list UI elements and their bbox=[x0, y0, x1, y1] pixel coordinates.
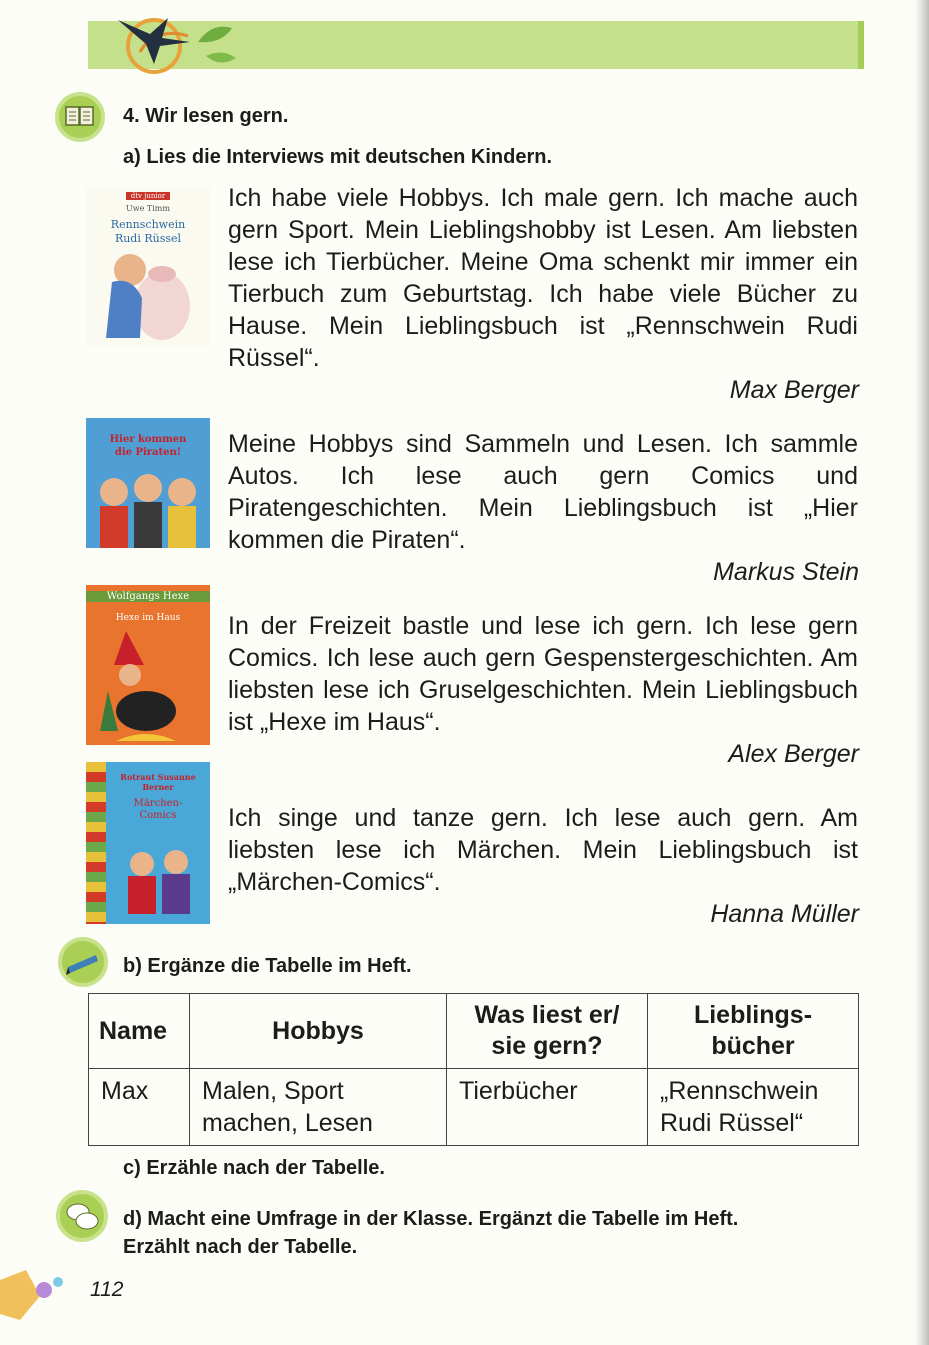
pen-icon bbox=[58, 937, 108, 987]
cell-hobbys-line2: machen, Lesen bbox=[202, 1109, 373, 1137]
book-cover-rennschwein bbox=[86, 186, 210, 346]
cover-title-line1: Märchen- bbox=[133, 798, 183, 809]
interview-markus: Meine Hobbys sind Sammeln und Lesen. Ich sammle Autos. Ich lese auch gern Comics und Piratengeschichten. Mein Lieblingsbuch ist „Hier kommen die Piraten“. bbox=[228, 430, 858, 554]
fairytale-illustration bbox=[106, 824, 210, 924]
book-cover-piraten bbox=[86, 418, 210, 548]
corner-decoration bbox=[0, 1270, 70, 1330]
header-was-liest bbox=[447, 994, 648, 1069]
task-c-instruction: c) Erzähle nach der Tabelle. bbox=[123, 1157, 385, 1179]
interview-hanna: Ich singe und tanze gern. Ich lese auch gern. Am liebsten lese ich Märchen. Mein Lieblingsbuch ist „Märchen-Comics“. bbox=[228, 804, 858, 896]
interview-max: Ich habe viele Hobbys. Ich male gern. Ich mache auch gern Sport. Mein Lieblingshobby ist Lesen. Am liebsten lese ich Tierbücher. Meine Oma schenkt mir immer ein Tierbuch zum Geburtstag. Ich habe viele Bücher zu Hause. Mein Lieblingsbuch ist „Rennschwein Rudi Rüssel“. bbox=[228, 184, 858, 372]
cover-author: Uwe Timm bbox=[126, 204, 170, 213]
cell-name: Max bbox=[89, 1069, 190, 1146]
cell-liest: Tierbücher bbox=[447, 1069, 648, 1146]
header-name: Name bbox=[89, 994, 190, 1069]
cell-buch bbox=[648, 1069, 859, 1146]
author-markus: Markus Stein bbox=[713, 558, 859, 586]
interview-alex: In der Freizeit bastle und lese ich gern. Ich lese gern Comics. Ich lese auch gern Gespenstergeschichten. Am liebsten lese ich Gruselgeschichten. Mein Lieblingsbuch ist „Hexe im Haus“. bbox=[228, 612, 858, 736]
task-d-instruction-line1: d) Macht eine Umfrage in der Klasse. Ergänzt die Tabelle im Heft. bbox=[123, 1208, 739, 1230]
task-a-instruction: a) Lies die Interviews mit deutschen Kindern. bbox=[123, 146, 552, 168]
cover-title-line2: Comics bbox=[139, 810, 177, 821]
author-alex: Alex Berger bbox=[728, 740, 859, 768]
header-was-liest-line1: Was liest er/ bbox=[474, 1001, 620, 1029]
witch-illustration bbox=[86, 625, 210, 745]
cell-hobbys-line1: Malen, Sport bbox=[202, 1077, 344, 1105]
pirates-illustration bbox=[86, 462, 210, 548]
cover-title: Hexe im Haus bbox=[115, 613, 181, 623]
cover-title-line2: Rudi Rüssel bbox=[114, 232, 182, 245]
header-lieblingsbuecher bbox=[648, 994, 859, 1069]
cell-buch-line1: „Rennschwein bbox=[660, 1077, 819, 1105]
cover-publisher: dtv junior bbox=[126, 192, 170, 200]
cover-border-strip bbox=[86, 762, 106, 924]
book-cover-hexe bbox=[86, 585, 210, 745]
table-header-row bbox=[89, 994, 859, 1069]
cover-series: Wolfgangs Hexe bbox=[86, 591, 210, 602]
book-icon bbox=[55, 92, 105, 142]
speech-icon bbox=[56, 1190, 108, 1242]
author-hanna: Hanna Müller bbox=[710, 900, 859, 928]
table-row bbox=[89, 1069, 859, 1146]
cover-title-line2: die Piraten! bbox=[114, 447, 182, 458]
task-b-instruction: b) Ergänze die Tabelle im Heft. bbox=[123, 955, 412, 977]
page-number: 112 bbox=[90, 1278, 124, 1301]
cover-title-line1: Hier kommen bbox=[109, 434, 187, 445]
cover-author: Rotraut Susanne Berner bbox=[120, 772, 196, 792]
task-title: 4. Wir lesen gern. bbox=[123, 105, 289, 127]
page-edge-shadow bbox=[915, 0, 929, 1345]
cover-title-line1: Rennschwein bbox=[110, 218, 186, 231]
hobby-table bbox=[88, 993, 859, 1146]
task-d-instruction-line2: Erzählt nach der Tabelle. bbox=[123, 1236, 358, 1258]
header-lieblingsbuecher-line2: bücher bbox=[711, 1032, 795, 1060]
cell-hobbys bbox=[190, 1069, 447, 1146]
pig-illustration bbox=[86, 248, 210, 346]
cell-buch-line2: Rudi Rüssel“ bbox=[660, 1109, 804, 1137]
book-cover-maerchen bbox=[86, 762, 210, 924]
author-max: Max Berger bbox=[729, 376, 859, 404]
swallow-logo bbox=[110, 12, 250, 76]
header-was-liest-line2: sie gern? bbox=[491, 1032, 603, 1060]
header-lieblingsbuecher-line1: Lieblings- bbox=[693, 1001, 813, 1029]
header-hobbys: Hobbys bbox=[190, 994, 447, 1069]
